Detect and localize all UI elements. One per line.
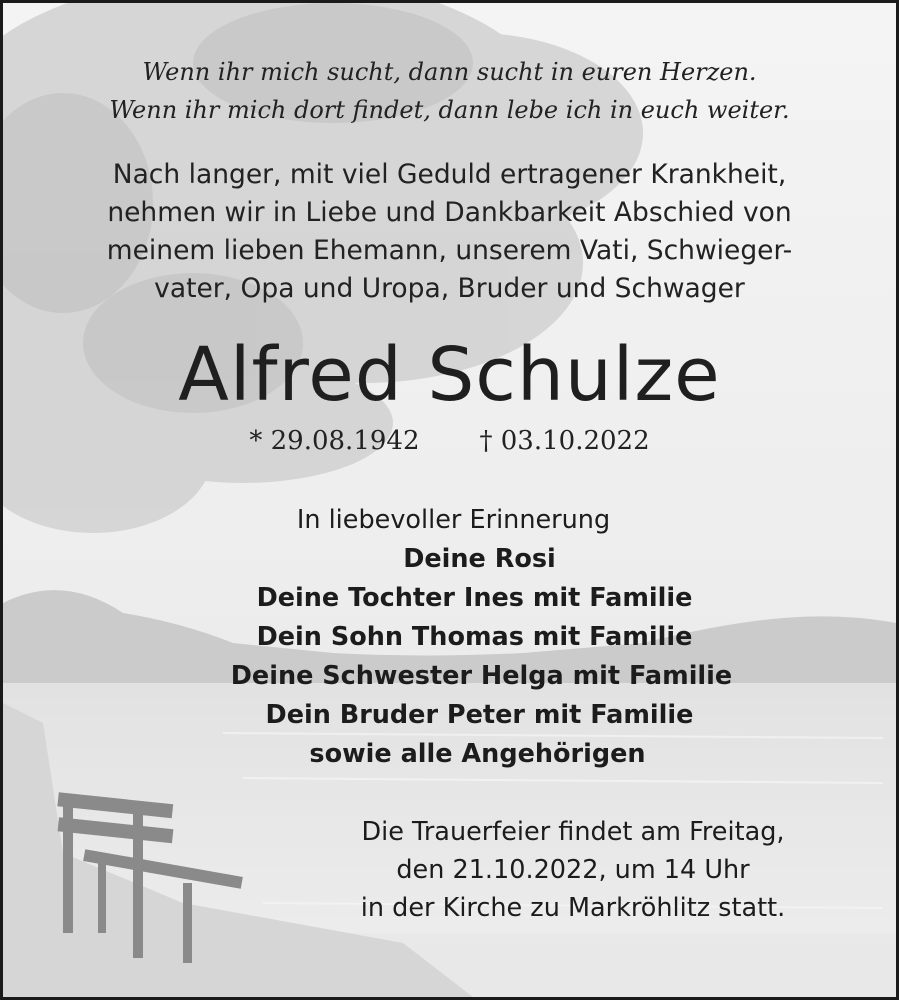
service-line: in der Kirche zu Markröhlitz statt. [360,893,786,923]
service-line: Die Trauerfeier findet am Freitag, [361,817,785,847]
life-dates [3,421,896,461]
motto-quote [3,53,896,129]
obituary-content [3,3,896,997]
intro-text [3,156,896,308]
intro-line: nehmen wir in Liebe und Dankbarkeit Abschied von [107,197,792,228]
motto-line: Wenn ihr mich sucht, dann sucht in euren Herzen. [142,58,757,86]
mourner-name: Deine Schwester Helga mit Familie [230,661,733,691]
birth-date: * 29.08.1942 [249,426,420,456]
mourner-name: Deine Tochter Ines mit Familie [256,583,693,613]
service-line: den 21.10.2022, um 14 Uhr [396,855,750,885]
intro-line: vater, Opa und Uropa, Bruder und Schwager [154,273,745,304]
death-date: † 03.10.2022 [479,426,650,456]
mourner-name: Deine Rosi [403,544,556,574]
remembrance-line: In liebevoller Erinnerung [296,505,611,535]
funeral-service-info [293,813,853,927]
mourner-name: Dein Sohn Thomas mit Familie [256,622,693,652]
mourner-name: sowie alle Angehörigen [309,739,646,769]
intro-line: meinem lieben Ehemann, unserem Vati, Schwieger- [106,235,793,266]
mourners-list [3,501,896,774]
deceased-name: Alfred Schulze [178,332,721,418]
motto-line: Wenn ihr mich dort findet, dann lebe ich in euch weiter. [109,96,790,124]
intro-line: Nach langer, mit viel Geduld ertragener Krankheit, [112,159,787,190]
mourner-name: Dein Bruder Peter mit Familie [265,700,694,730]
